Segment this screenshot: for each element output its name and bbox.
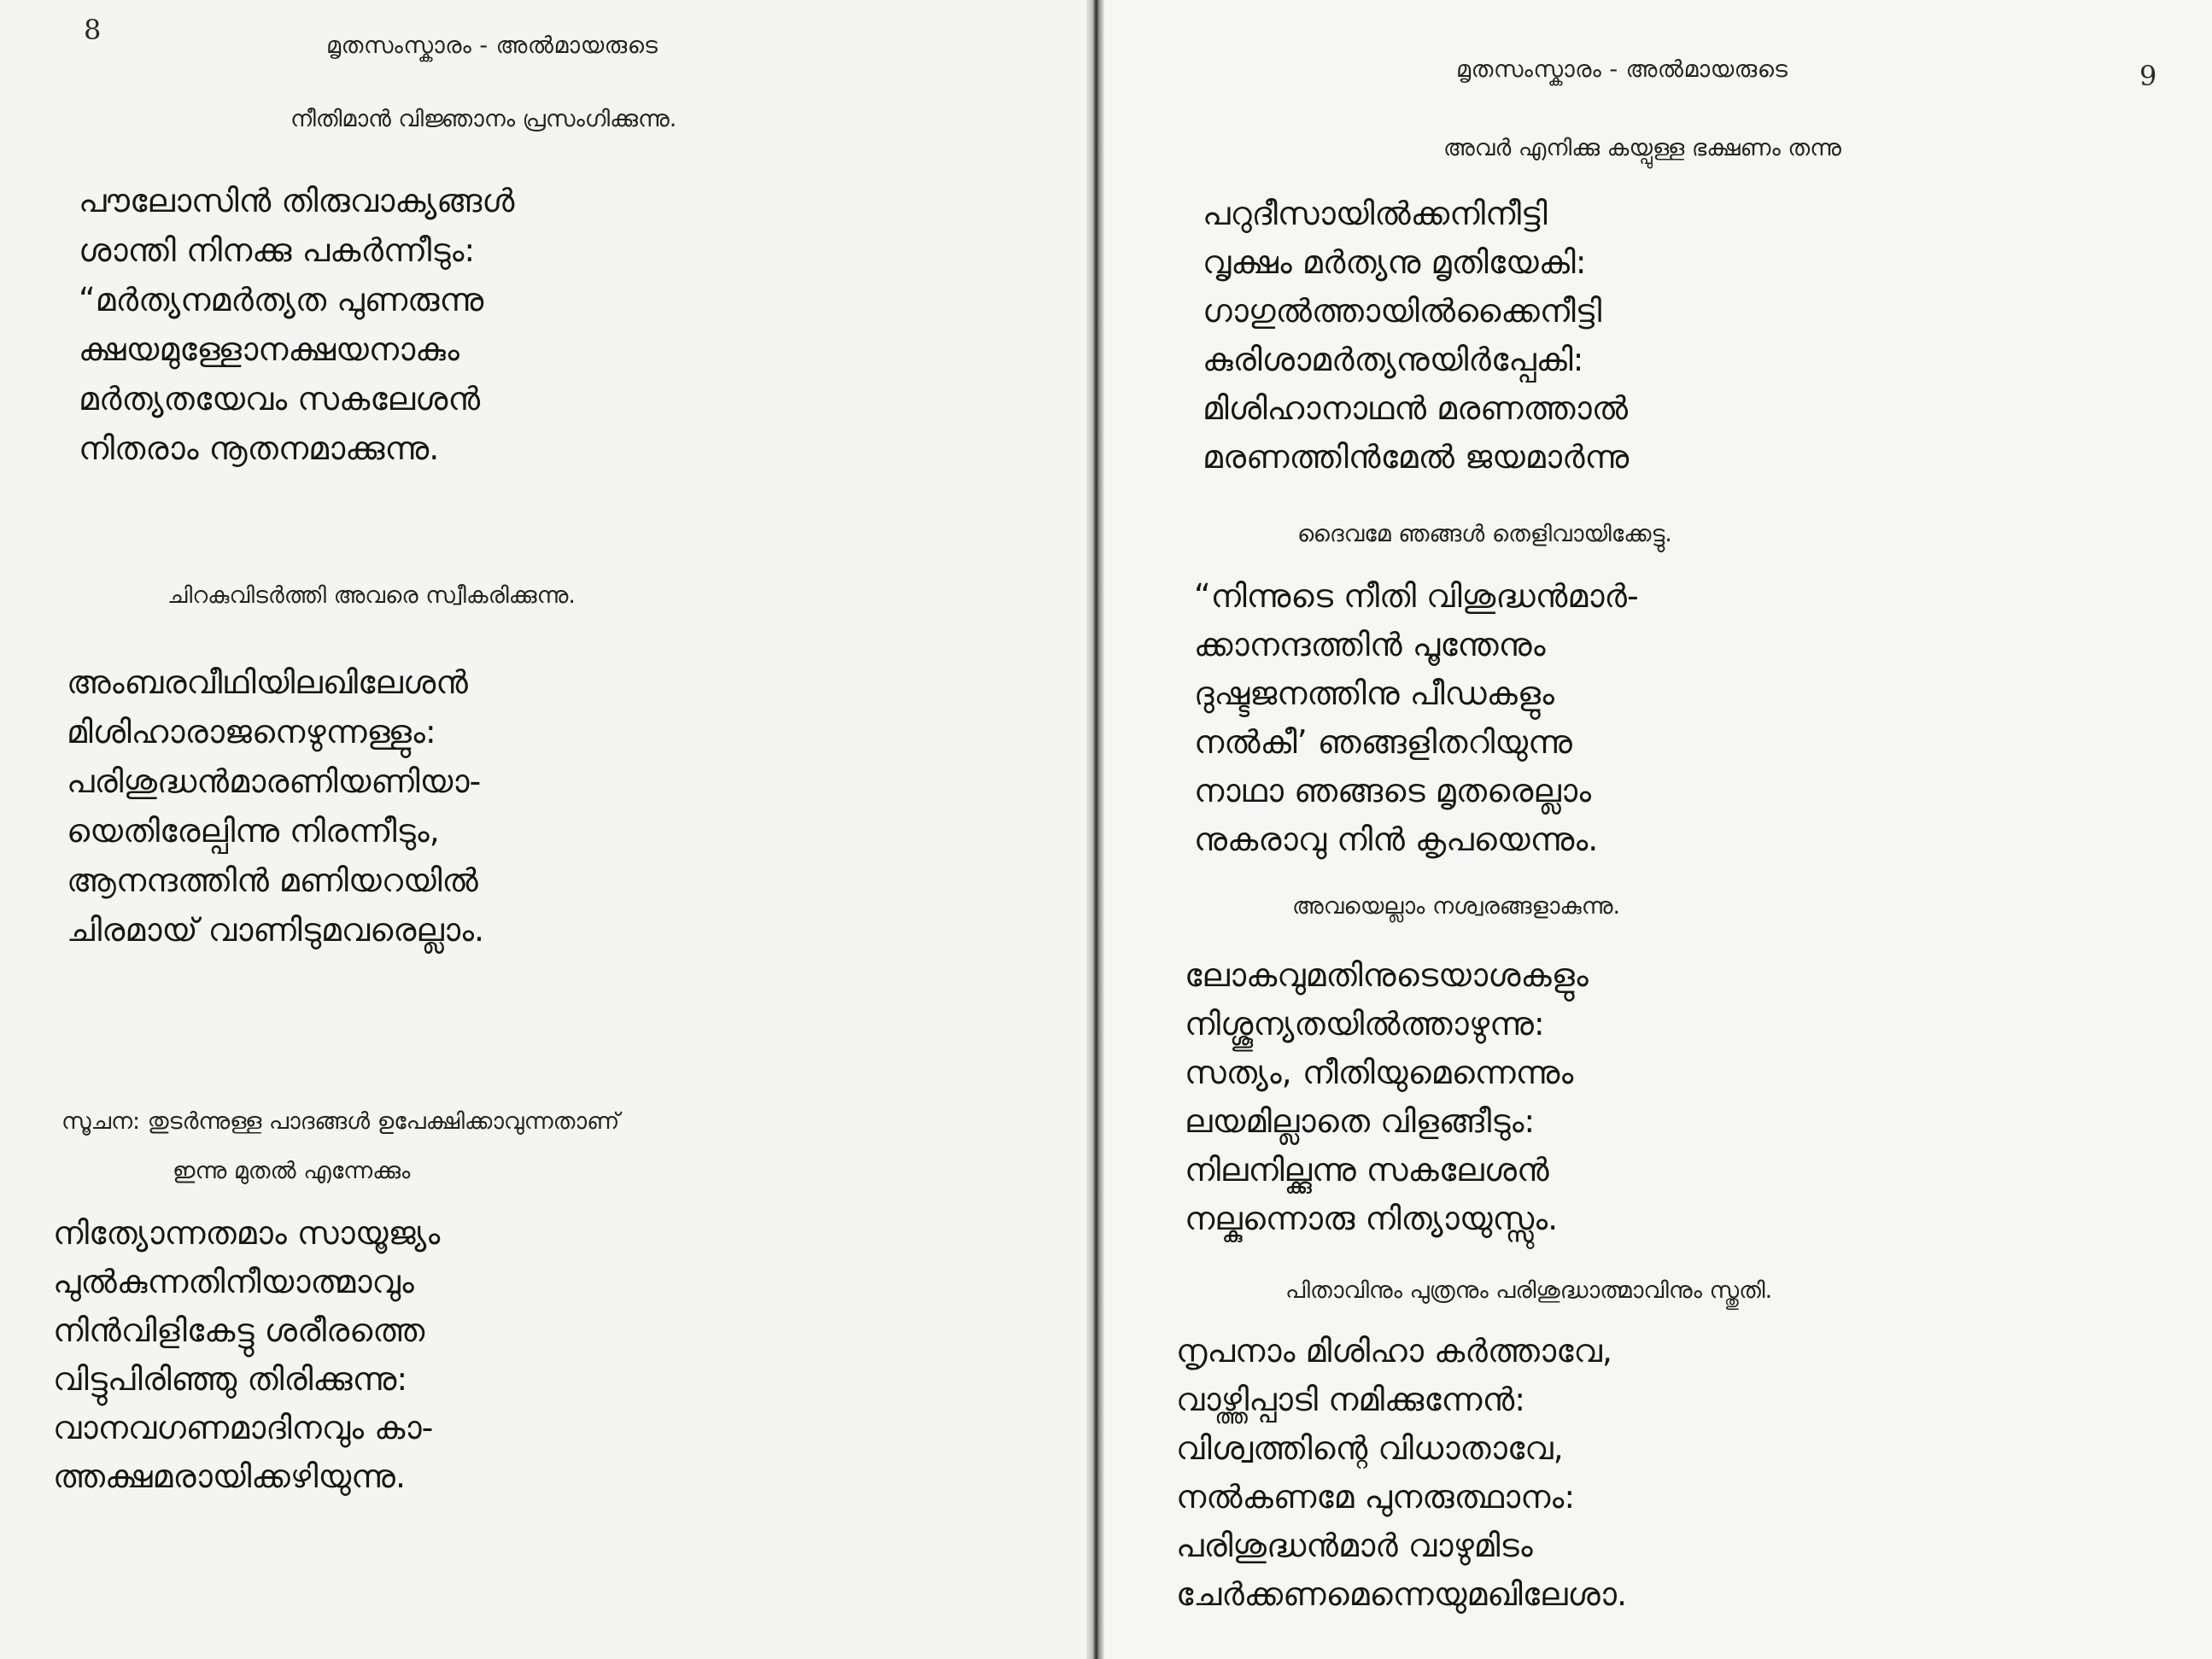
- verse-line: മിശിഹാരാജനെഴുന്നള്ളും:: [67, 713, 436, 751]
- verse-line: ത്തക്ഷമരായിക്കഴിയുന്നു.: [53, 1457, 407, 1495]
- note: സൂചന: തുടർന്നുള്ള പാദങ്ങൾ ഉപേക്ഷിക്കാവുന്നതാണ്: [61, 1108, 620, 1135]
- rubric: അവർ എനിക്കു കയ്പുള്ള ഭക്ഷണം തന്നു: [1443, 135, 1841, 161]
- verse-line: ഗാഗുൽത്തായിൽക്കൈനീട്ടി: [1203, 292, 1602, 330]
- verse-stanza: [1176, 1327, 1627, 1619]
- verse-line: വാഴ്ത്തിപ്പാടി നമിക്കുന്നേൻ:: [1176, 1381, 1526, 1418]
- verse-line: ലയമില്ലാതെ വിളങ്ങീടും:: [1185, 1102, 1536, 1140]
- verse-line: ചേർക്കണമെന്നെയുമഖിലേശാ.: [1176, 1575, 1628, 1613]
- verse-line: വിട്ടുപിരിഞ്ഞു തിരിക്കുന്നു:: [53, 1360, 408, 1398]
- verse-line: ക്കാനന്ദത്തിൻ പൂന്തേനും: [1194, 626, 1546, 663]
- verse-line: നിതരാം നൂതനമാക്കുന്നു.: [79, 429, 440, 467]
- verse-line: വൃക്ഷം മർത്യനു മൃതിയേകി:: [1203, 243, 1587, 281]
- running-head: മൃതസംസ്കാരം - അൽമായരുടെ: [326, 32, 658, 59]
- running-head: മൃതസംസ്കാരം - അൽമായരുടെ: [1456, 56, 1788, 83]
- verse-line: നിലനില്ക്കുന്നു സകലേശൻ: [1185, 1151, 1549, 1189]
- verse-stanza: [1203, 190, 1629, 482]
- verse-line: “നിന്നുടെ നീതി വിശുദ്ധൻമാർ-: [1194, 577, 1639, 615]
- left-page: [0, 0, 1093, 1659]
- verse-line: നിത്യോന്നതമാം സായൂജ്യം: [53, 1214, 441, 1252]
- verse-line: യെതിരേല്പിന്നു നിരന്നീടും,: [67, 812, 440, 850]
- verse-line: ചിരമായ് വാണിടുമവരെല്ലാം.: [67, 911, 485, 949]
- rubric: ചിറകുവിടർത്തി അവരെ സ്വീകരിക്കുന്നു.: [167, 582, 576, 609]
- verse-line: “മർത്യനമർത്യത പുണരുന്നു: [79, 281, 484, 318]
- verse-line: മിശിഹാനാഥൻ മരണത്താൽ: [1203, 389, 1629, 427]
- verse-line: നൽകണമേ പുനരുത്ഥാനം:: [1176, 1478, 1576, 1516]
- verse-line: കുരിശാമർത്യനുയിർപ്പേകി:: [1203, 341, 1584, 378]
- verse-line: മരണത്തിൻമേൽ ജയമാർന്നു: [1203, 438, 1630, 476]
- page-number: 8: [84, 14, 102, 46]
- verse-line: ലോകവുമതിനുടെയാശകളും: [1185, 956, 1589, 994]
- verse-line: പുൽകുന്നതിനീയാത്മാവും: [53, 1263, 414, 1300]
- verse-stanza: [67, 657, 484, 955]
- book-gutter: [1086, 0, 1104, 1659]
- verse-line: നൃപനാം മിശിഹാ കർത്താവേ,: [1176, 1332, 1612, 1370]
- verse-line: നൽകീ’ ഞങ്ങളിതറിയുന്നു: [1194, 723, 1572, 761]
- verse-line: വിശ്വത്തിന്റെ വിധാതാവേ,: [1176, 1429, 1564, 1467]
- verse-line: പരിശുദ്ധൻമാർ വാഴുമിടം: [1176, 1527, 1533, 1564]
- verse-line: ക്ഷയമുള്ളോനക്ഷയനാകും: [79, 330, 459, 368]
- verse-line: നല്കുന്നൊരു നിത്യായുസ്സും.: [1185, 1200, 1559, 1237]
- verse-line: നുകരാവു നിൻ കൃപയെന്നും.: [1194, 821, 1599, 858]
- rubric: പിതാവിനും പുത്രനും പരിശുദ്ധാത്മാവിനും സ്തുതി.: [1285, 1277, 1773, 1304]
- rubric: അവയെല്ലാം നശ്വരങ്ങളാകുന്നു.: [1292, 893, 1621, 920]
- rubric: ദൈവമേ ഞങ്ങൾ തെളിവായിക്കേട്ടു.: [1297, 521, 1672, 547]
- verse-stanza: [1194, 572, 1639, 864]
- page-number: 9: [2139, 60, 2157, 92]
- verse-line: പൗലോസിൻ തിരുവാക്യങ്ങൾ: [79, 182, 515, 219]
- verse-line: പരിശുദ്ധൻമാരണിയണിയാ-: [67, 762, 482, 800]
- verse-stanza: [1185, 951, 1589, 1243]
- verse-stanza: [53, 1209, 440, 1501]
- verse-stanza: [79, 176, 514, 473]
- verse-line: നിശ്ശൂന്യതയിൽത്താഴുന്നു:: [1185, 1005, 1545, 1043]
- verse-line: ദുഷ്ടജനത്തിനു പീഡകളും: [1194, 675, 1554, 712]
- verse-line: മർത്യതയേവം സകലേശൻ: [79, 380, 481, 418]
- verse-line: പറുദീസായിൽക്കനിനീട്ടി: [1203, 195, 1548, 232]
- right-page: [1104, 0, 2212, 1659]
- verse-line: സത്യം, നീതിയുമെന്നെന്നും: [1185, 1054, 1574, 1091]
- verse-line: ആനന്ദത്തിൻ മണിയറയിൽ: [67, 862, 478, 899]
- verse-line: വാനവഗണമാദിനവും കാ-: [53, 1409, 434, 1446]
- verse-line: നാഥാ ഞങ്ങടെ മൃതരെല്ലാം: [1194, 772, 1592, 809]
- verse-line: നിൻവിളികേട്ടു ശരീരത്തെ: [53, 1311, 425, 1349]
- rubric: ഇന്നു മുതൽ എന്നേക്കും: [173, 1158, 411, 1184]
- verse-line: അംബരവീഥിയിലഖിലേശൻ: [67, 663, 468, 701]
- rubric: നീതിമാൻ വിജ്ഞാനം പ്രസംഗിക്കുന്നു.: [290, 106, 677, 132]
- verse-line: ശാന്തി നിനക്കു പകർന്നീടും:: [79, 231, 476, 269]
